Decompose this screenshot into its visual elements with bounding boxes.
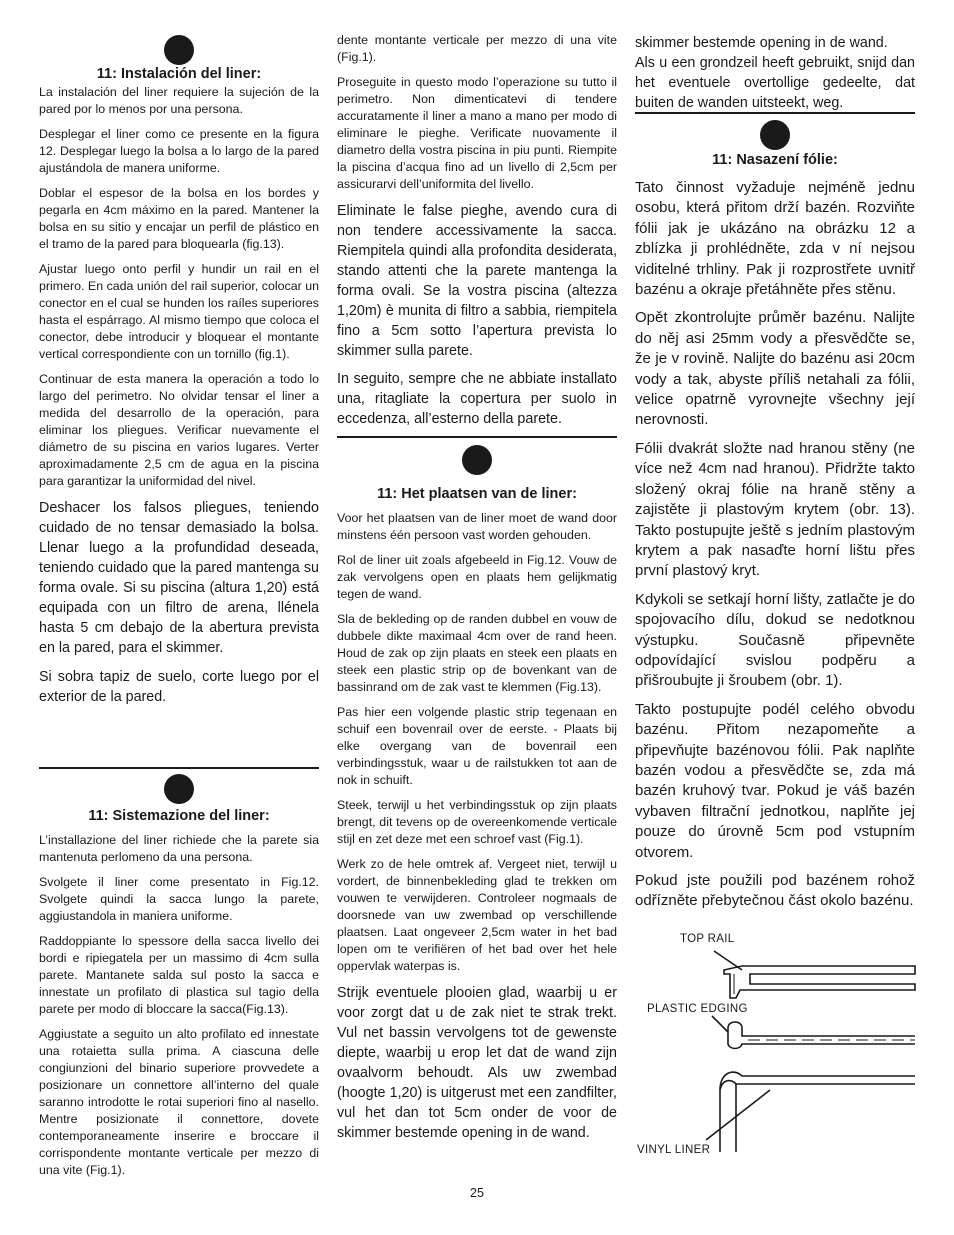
es-para-1: La instalación del liner requiere la sujeción de la pared por lo menos por una persona. (39, 85, 319, 116)
es-para-5: Continuar de esta manera la operación a todo lo largo del perimetro. No olvidar tensar el liner a medida del desarrollo de la operación, para eliminar los pliegues. Verificar nuevamente el diámetro de su piscina en varios lugares. Verter aproximadamente 2,5 cm de agua en la piscina para garantizar la uniformidad del nivel. (39, 372, 319, 488)
section-nl (337, 486, 617, 1141)
liner-diagram (630, 940, 920, 1165)
nl-para-4: Pas hier een volgende plastic strip tegenaan en schuif een bovenrail over de eerste. - Plaats bij elke overgang van de bovenrail een verbindingsstuk, waar u de railstukken tot aan de nok in schuift. (337, 705, 617, 787)
cz-para-3: Fólii dvakrát složte nad hranou stěny (ne více než 4cm nad hranou). Přidržte takto složený okraj fólie na hraně stěny a zajistěte ji plastovým krytem (obr. 13). Takto postupujte ještě s jedním plastovým krytem a pak nasaďte horní lištu přes první plastový kryt. (635, 439, 915, 580)
nl-para-2: Rol de liner uit zoals afgebeeld in Fig.12. Vouw de zak vervolgens open en plaats hem gelijkmatig tegen de wand. (337, 553, 617, 601)
vinyl-liner-leader (706, 1090, 770, 1140)
cz-para-2: Opět zkontrolujte průměr bazénu. Nalijte do něj asi 25mm vody a přesvědčte se, že je v rovině. Nalijte do bazénu asi 20cm vody a tak, abyste příliš netahali za fólii, velice opatrně vyrovnejte všechny její nerovnosti. (635, 309, 915, 429)
section-marker-dot (39, 35, 319, 65)
it-para-5: Proseguite in questo modo l’operazione su tutto il perimetro. Non dimenticatevi di tendere accuratamente il liner a mano a mano per modo di eliminare le pieghe. Verificate nuovamente il diametro della vostra piscina in piu punti. Riempite la piscina d’acqua fino ad un livello di 2,5cm per assicurarvi dell’uniformita del livello. (337, 75, 617, 191)
plastic-edging-shape (728, 1022, 915, 1049)
nl-para-6: Werk zo de hele omtrek af. Vergeet niet, terwijl u vordert, de binnenbekleding glad te trekken om vouwen te verwijderen. Controleer nogmaals de doorsnede van uw zwembad op verschillende plaatsen. Laat ongeveer 2,5cm water in het bad lopen om te verifiëren of het bad over het hele oppervlak waterpas is. (337, 857, 617, 973)
es-para-3: Doblar el espesor de la bolsa en los bordes y pegarla en 4cm máximo en la pared. Mantener la bolsa en su sitio y encajar un perfil de plástico en el tramo de la pared para bloquearla (fig.13). (39, 186, 319, 251)
cz-para-6: Pokud jste použili pod bazénem rohož odřízněte přebytečnou část okolo bazénu. (635, 872, 915, 910)
it-para-3: Raddoppiante lo spessore della sacca livello dei bordi e ripiegatela per un massimo di 4cm sulla parete. Mantanete salda sul posto la sacca e innestate un profilato di plastica sul tagio della parete per modo di bloccare la sacca(Fig.13). (39, 934, 319, 1016)
it-para-6: Eliminate le false pieghe, avendo cura di non tendere accessivamente la sacca. Riempitela quindi alla profondita desiderata, stando attenti che la parete mantenga la forma ovali. Se la vostra piscina (altezza 1,20m) è munita di filtro a sabbia, riempitela fino a 5cm sotto l’apertura prevista lo skimmer sulla parete. (337, 203, 617, 359)
it-para-2: Svolgete il liner come presentato in Fig.12. Svolgete quindi la sacca lungo la parete, aggiustandola in maniera uniforme. (39, 875, 319, 923)
page-number: 25 (470, 1186, 484, 1200)
it-heading: 11: Sistemazione del liner: (88, 808, 270, 824)
cz-para-4: Kdykoli se setkají horní lišty, zatlačte je do spojovacího dílu, dokud se nedotknou výstupku. Současně připevněte odpovídající svislou podpěru a přišroubujte ji šroubem (obr. 1). (635, 590, 915, 690)
it-para-4: Aggiustate a seguito un alto profilato ed innestate una rotaietta sulla prima. A ciascuna delle congiunzioni del binario superiore provvedete a posizionare un connettore all’interno del quale saranno introdotte le rotai superiori fino al nasello. Mentre posizionate il connettore, dovete contemporaneamente inserire e broccare il corrispondente montante verticale per mezzo di una vite (Fig.1). (39, 1027, 319, 1177)
nl-para-3: Sla de bekleding op de randen dubbel en vouw de dubbele dikte maximaal 4cm over de rand heen. Houd de zak op zijn plaats en steek een plaats en steek een plastic strip op de bovenkant van de bassinrand om de zak vast te klemmen (Fig.13). (337, 612, 617, 694)
section-divider (635, 112, 915, 114)
section-cz (635, 152, 915, 912)
it-para-7: In seguito, sempre che ne abbiate installato una, ritagliate la copertura per suolo in eccedenza, all’esterno della parete. (337, 371, 617, 427)
nl-heading: 11: Het plaatsen van de liner: (377, 486, 577, 502)
vinyl-liner-shape (720, 1072, 915, 1152)
section-marker-dot (39, 774, 319, 804)
nl-para-1: Voor het plaatsen van de liner moet de wand door minstens één persoon vast worden gehouden. (337, 511, 617, 542)
section-it-top (39, 808, 319, 1177)
nl-para-5: Steek, terwijl u het verbindingsstuk op zijn plaats brengt, dit tevens op de overeenkomende verticale stijl en zet deze met een schroef vast (Fig.1). (337, 798, 617, 846)
plastic-edging-leader (712, 1016, 728, 1032)
nl-para-8: Als u een grondzeil heeft gebruikt, snijd dan het eventuele overtollige gedeelte, dat buiten de wanden uitsteekt, weg. (635, 55, 915, 111)
it-para-1: L’installazione del liner richiede che la parete sia mantenuta perlomeno da una persona. (39, 833, 319, 864)
cz-para-1: Tato činnost vyžaduje nejméně jednu osobu, která přitom drží bazén. Rozviňte fólii jak je ukázáno na obrázku 12 a zblízka ji prohlédněte, zda v ní nejsou viditelné trhliny. Pak ji rozprostřete uvnitř bazénu a okraje přetáhněte přes stěnu. (635, 179, 915, 299)
section-it-continued (337, 32, 617, 429)
vinyl-liner-label: VINYL LINER (637, 1144, 711, 1156)
nl-para-7-continued: skimmer bestemde opening in de wand. (635, 35, 888, 51)
plastic-edging-label: PLASTIC EDGING (647, 1003, 748, 1015)
section-divider (39, 767, 319, 769)
es-para-2: Desplegar el liner como ce presente en la figura 12. Desplegar luego la bolsa a lo largo de la pared ajustándola de manera uniforme. (39, 127, 319, 175)
cz-para-5: Takto postupujte podél celého obvodu bazénu. Přitom nezapomeňte a připevňujte bazénovou fólii. Pak naplňte bazén vodou a přesvědčte se, zda má bazén kruhový tvar. Pokud je váš bazén vybaven filtrační jednotkou, naplňte jej pouze do úrovně 5cm pod vstupním otvorem. (635, 700, 915, 861)
section-es (39, 66, 319, 707)
section-nl-continued (635, 33, 915, 113)
es-para-4: Ajustar luego onto perfil y hundir un rail en el primero. En cada unión del rail superior, colocar un conector en el cual se hunden los raíles superiores hasta el espárrago. Al mismo tiempo que coloca el conector, debe introducir y bloquear el montante vertical correspondiente con un tornillo (fig.1). (39, 262, 319, 361)
es-para-6: Deshacer los falsos pliegues, teniendo cuidado de no tensar demasiado la bolsa. Llenar luego a la profundidad deseada, teniendo cuidado que la pared mantenga su forma ovale. Si su piscina (altura 1,20) está equipada con un filtro de arena, llénela hasta 5 cm debajo de la abertura prevista en la pared, para el skimmer. (39, 500, 319, 656)
section-marker-dot (337, 445, 617, 475)
es-heading: 11: Instalación del liner: (96, 66, 262, 82)
es-para-7: Si sobra tapiz de suelo, corte luego por el exterior de la pared. (39, 669, 319, 705)
section-marker-dot (635, 120, 915, 150)
top-rail-label: TOP RAIL (680, 933, 735, 945)
section-divider (337, 436, 617, 438)
it-para-4-continued: dente montante verticale per mezzo di una vite (Fig.1). (337, 33, 617, 64)
cz-heading: 11: Nasazení fólie: (712, 152, 838, 168)
nl-para-7: Strijk eventuele plooien glad, waarbij u er voor zorgt dat u de zak niet te strak trekt. Vul net bassin vervolgens tot de gewenste diepte, waarbij u erop let dat de wand zijn ovaalvorm behoudt. Als uw zwembad (hoogte 1,20) is uitgerust met een zandfilter, vul het dan tot 5cm onder de voor de skimmer bestemde opening in de wand. (337, 985, 617, 1141)
top-rail-shape (724, 966, 915, 998)
